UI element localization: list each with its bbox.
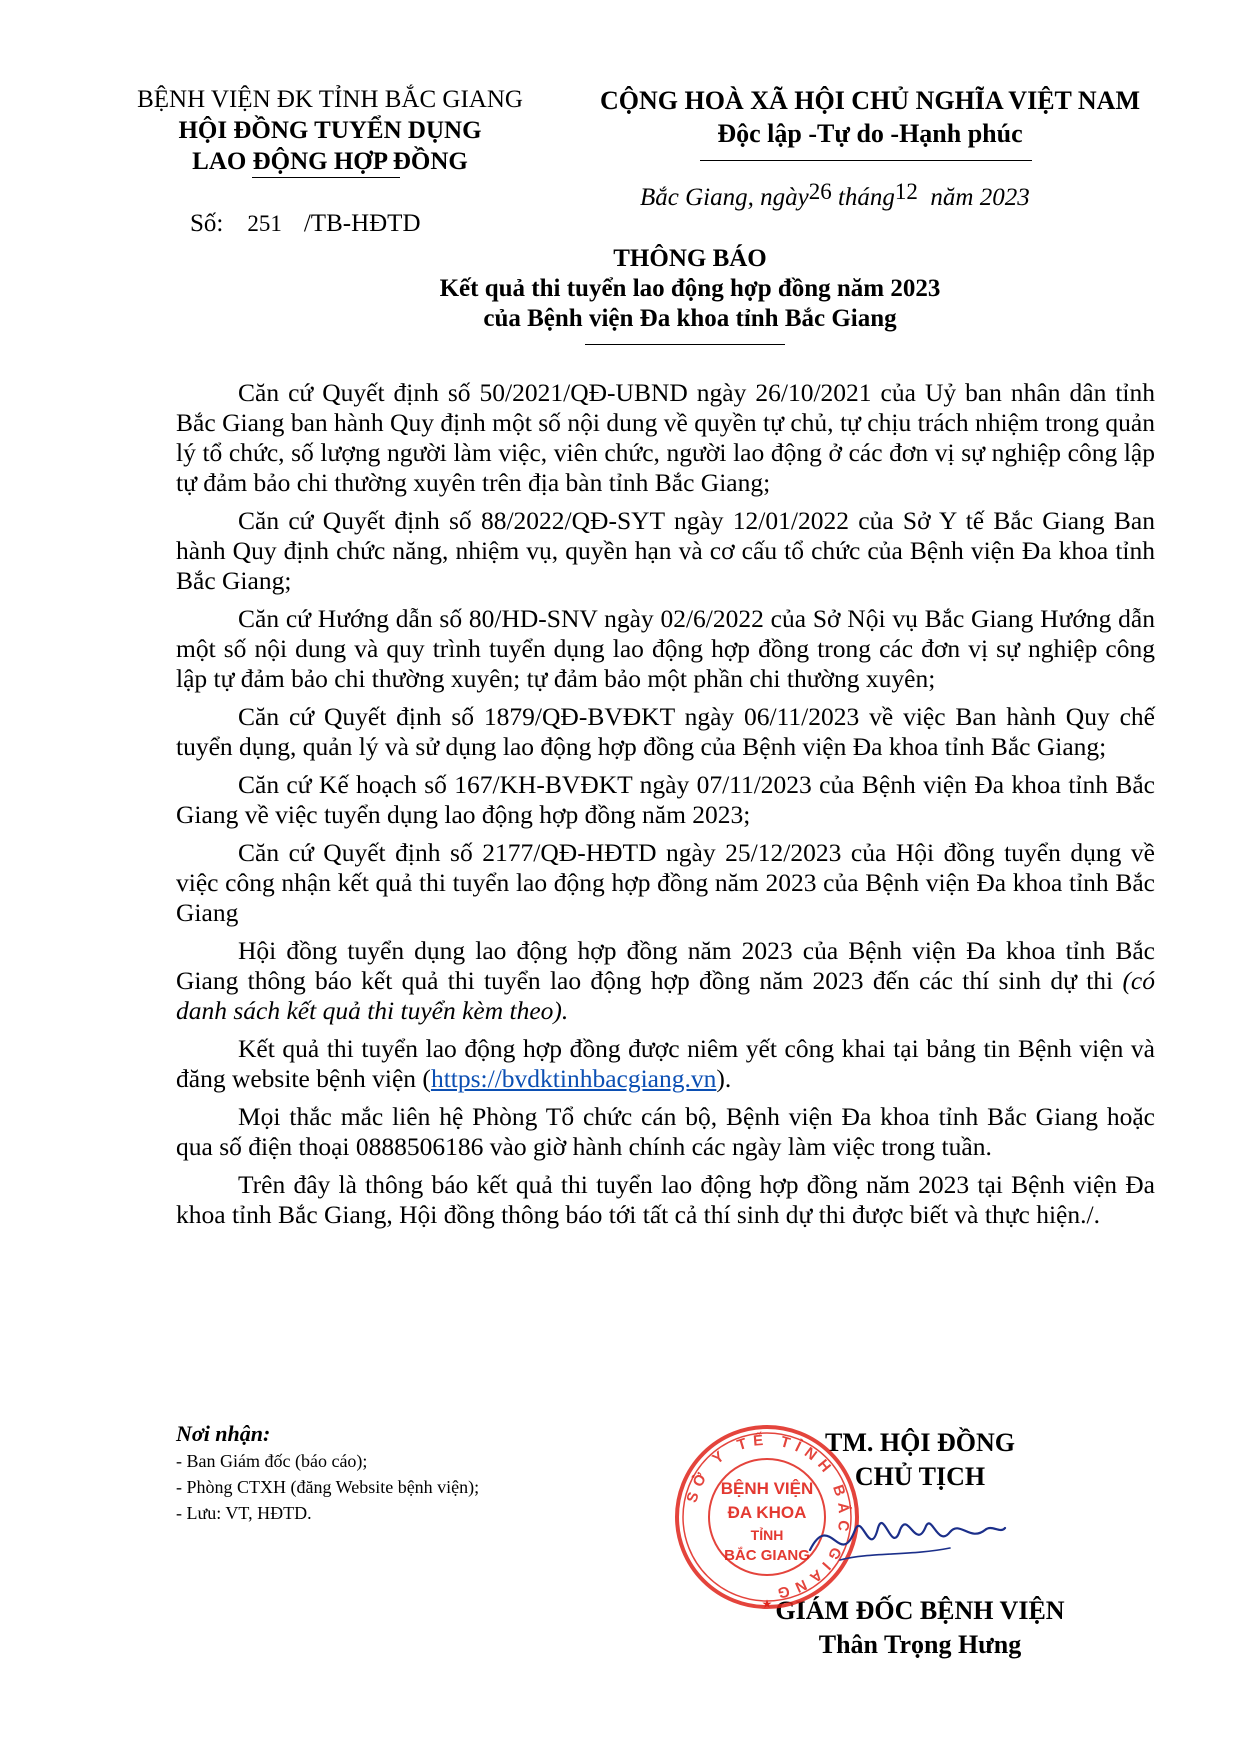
recipient-item: - Phòng CTXH (đăng Website bệnh viện);: [176, 1477, 480, 1497]
paragraph-publication: [176, 1034, 1155, 1094]
seal-line-2: ĐA KHOA: [727, 1503, 807, 1522]
document-title: [300, 244, 1080, 334]
seal-line-4: BẮC GIANG: [724, 1547, 810, 1564]
date-prefix: Bắc Giang, ngày: [640, 184, 809, 211]
paragraph-closing: Trên đây là thông báo kết quả thi tuyển lao động hợp đồng năm 2023 tại Bệnh viện Đa khoa tỉnh Bắc Giang, Hội đồng thông báo tới tất cả thí sinh dự thi được biết và thực hiện./.: [176, 1170, 1155, 1229]
paragraph-legal-basis-1: Căn cứ Quyết định số 50/2021/QĐ-UBND ngày 26/10/2021 của Uỷ ban nhân dân tỉnh Bắc Giang ban hành Quy định một số nội dung về quyền tự chủ, tự chịu trách nhiệm trong quản lý tổ chức, số lượng người làm việc, viên chức, người lao động ở các đơn vị sự nghiệp công lập tự đảm bảo chi thường xuyên trên địa bàn tỉnh Bắc Giang;: [176, 378, 1155, 497]
publication-text: Kết quả thi tuyển lao động hợp đồng được niêm yết công khai tại bảng tin Bệnh viện và đăng website bệnh viện (: [176, 1034, 1155, 1093]
month-label: tháng: [837, 184, 895, 211]
issuing-authority: [110, 84, 550, 177]
paragraph-legal-basis-4: Căn cứ Quyết định số 1879/QĐ-BVĐKT ngày 06/11/2023 về việc Ban hành Quy chế tuyển dụng, quản lý và sử dụng lao động hợp đồng của Bệnh viện Đa khoa tỉnh Bắc Giang;: [176, 702, 1155, 761]
motto-underline: [700, 160, 1032, 161]
date-month: 12: [894, 179, 918, 204]
number-value: 251: [247, 211, 282, 236]
date-year: năm 2023: [930, 184, 1030, 211]
number-suffix: /TB-HĐTD: [303, 210, 421, 237]
motto: Độc lập -Tự do -Hạnh phúc: [717, 119, 1023, 148]
seal-ring-text: SỞ Y TẾ TỈNH BẮC GIANG: [683, 1431, 853, 1603]
signer-capacity: TM. HỘI ĐỒNG: [825, 1428, 1015, 1457]
date-day: 26: [808, 179, 832, 204]
seal-line-3: TỈNH: [750, 1527, 784, 1543]
paragraph-legal-basis-3: Căn cứ Hướng dẫn số 80/HD-SNV ngày 02/6/2022 của Sở Nội vụ Bắc Giang Hướng dẫn một số nội dung và quy trình tuyển dụng lao động hợp đồng trong các đơn vị sự nghiệp công lập tự đảm bảo chi thường xuyên; tự đảm bảo một phần chi thường xuyên;: [176, 604, 1155, 693]
announcement-text: Hội đồng tuyển dụng lao động hợp đồng năm 2023 của Bệnh viện Đa khoa tỉnh Bắc Giang thông báo kết quả thi tuyển lao động hợp đồng năm 2023 đến các thí sinh dự thi: [176, 936, 1155, 995]
handwritten-signature: [800, 1490, 1010, 1580]
org-line-2: HỘI ĐỒNG TUYỂN DỤNG: [178, 117, 482, 144]
title-underline: [585, 344, 785, 345]
org-underline: [252, 177, 400, 178]
org-line-3: LAO ĐỘNG HỢP ĐỒNG: [192, 148, 468, 175]
title-sub-1: Kết quả thi tuyển lao động hợp đồng năm 2023: [439, 275, 941, 302]
national-heading: [580, 84, 1160, 150]
seal-line-1: BỆNH VIỆN: [720, 1479, 814, 1498]
title-sub-2: của Bệnh viện Đa khoa tỉnh Bắc Giang: [483, 305, 897, 332]
number-prefix: Số:: [190, 210, 224, 237]
website-link[interactable]: https://bvdktinhbacgiang.vn: [430, 1064, 717, 1093]
paragraph-announcement: [176, 936, 1155, 1026]
org-line-1: BỆNH VIỆN ĐK TỈNH BẮC GIANG: [137, 86, 523, 113]
signer-name: Thân Trọng Hưng: [818, 1630, 1022, 1659]
paragraph-legal-basis-6: Căn cứ Quyết định số 2177/QĐ-HĐTD ngày 25/12/2023 của Hội đồng tuyển dụng về việc công nhận kết quả thi tuyển lao động hợp đồng năm 2023 của Bệnh viện Đa khoa tỉnh Bắc Giang: [176, 838, 1155, 927]
title-main: THÔNG BÁO: [613, 245, 767, 272]
document-number: [190, 210, 421, 238]
publication-end: ).: [716, 1064, 732, 1093]
recipient-item: - Lưu: VT, HĐTD.: [176, 1503, 312, 1523]
nation-name: CỘNG HOÀ XÃ HỘI CHỦ NGHĨA VIỆT NAM: [599, 86, 1141, 115]
signer-role: CHỦ TỊCH: [854, 1462, 986, 1491]
seal-star-icon: ★: [761, 1597, 773, 1611]
document-body: [176, 378, 1155, 1238]
paragraph-legal-basis-5: Căn cứ Kế hoạch số 167/KH-BVĐKT ngày 07/11/2023 của Bệnh viện Đa khoa tỉnh Bắc Giang về việc tuyển dụng lao động hợp đồng năm 2023;: [176, 770, 1155, 829]
recipients-heading: Nơi nhận:: [176, 1421, 271, 1446]
signer-position: GIÁM ĐỐC BỆNH VIỆN: [775, 1596, 1065, 1625]
paragraph-legal-basis-2: Căn cứ Quyết định số 88/2022/QĐ-SYT ngày 12/01/2022 của Sở Y tế Bắc Giang Ban hành Quy định chức năng, nhiệm vụ, quyền hạn và cơ cấu tổ chức của Bệnh viện Đa khoa tỉnh Bắc Giang;: [176, 506, 1155, 595]
paragraph-contact: Mọi thắc mắc liên hệ Phòng Tổ chức cán bộ, Bệnh viện Đa khoa tỉnh Bắc Giang hoặc qua số điện thoại 0888506186 vào giờ hành chính các ngày làm việc trong tuần.: [176, 1102, 1155, 1161]
recipient-item: - Ban Giám đốc (báo cáo);: [176, 1451, 368, 1471]
announcement-note: (có danh sách kết quả thi tuyển kèm theo).: [176, 966, 1155, 1025]
date-line: [640, 179, 1030, 212]
recipients-block: [176, 1420, 676, 1526]
